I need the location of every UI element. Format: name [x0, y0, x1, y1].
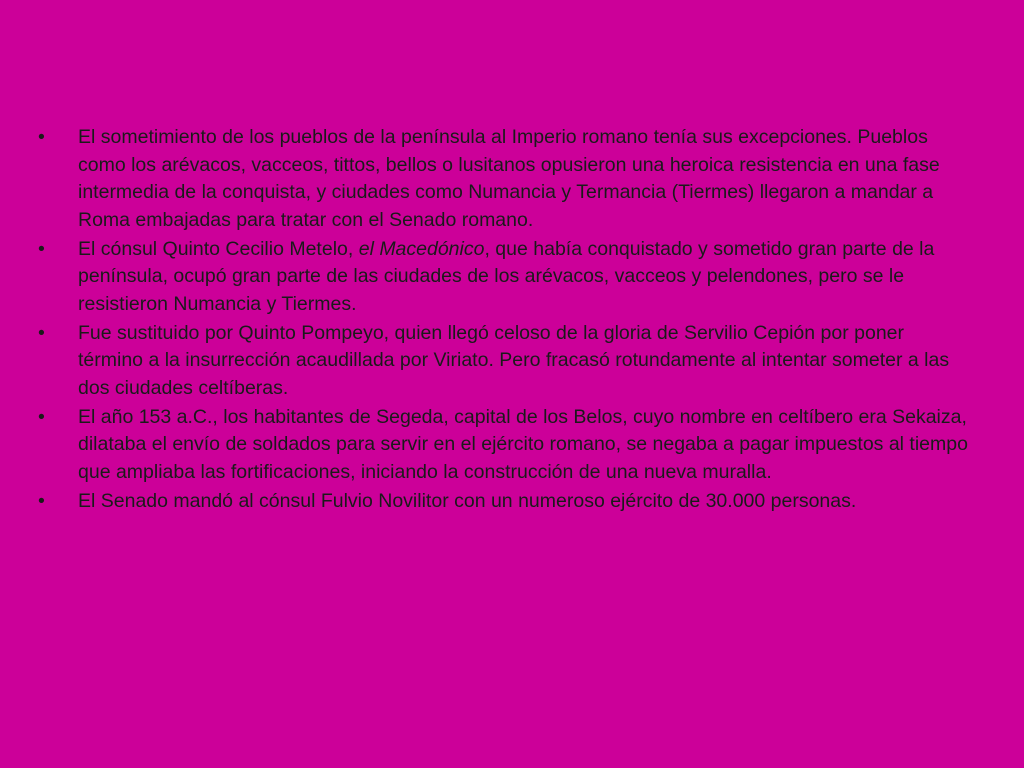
bullet-text: El año 153 a.C., los habitantes de Segeda, capital de los Belos, cuyo nombre en celtíbero era Sekaiza, dilataba el envío de soldados para servir en el ejército romano, se negaba a pagar impuestos al tiempo que ampliaba las fortificaciones, iniciando la construcción de una nueva muralla.: [78, 405, 968, 483]
bullet-icon: •: [38, 237, 45, 260]
bullet-icon: •: [38, 405, 45, 428]
bullet-icon: •: [38, 489, 45, 512]
bullet-item-3: [34, 320, 974, 403]
bullet-item-5: [34, 488, 974, 516]
bullet-text-before: El cónsul Quinto Cecilio Metelo,: [78, 237, 359, 260]
bullet-icon: •: [38, 321, 45, 344]
bullet-text: El Senado mandó al cónsul Fulvio Novilitor con un numeroso ejército de 30.000 personas.: [78, 489, 857, 512]
bullet-item-1: [34, 124, 974, 234]
bullet-text: Fue sustituido por Quinto Pompeyo, quien llegó celoso de la gloria de Servilio Cepión por poner término a la insurrección acaudillada por Viriato. Pero fracasó rotundamente al intentar someter a las dos ciudades celtíberas.: [78, 321, 950, 399]
bullet-list: [34, 124, 974, 515]
bullet-icon: •: [38, 126, 45, 148]
bullet-text-after: , que había conquistado y sometido gran parte de la península, ocupó gran parte de las ciudades de los arévacos, vacceos y pelendones, pero se le resistieron Numancia y Tiermes.: [78, 237, 935, 315]
bullet-item-2: [34, 236, 974, 319]
bullet-text: El sometimiento de los pueblos de la península al Imperio romano tenía sus excepciones. Pueblos como los arévacos, vacceos, tittos, bellos o lusitanos opusieron una heroica resistencia en una fase intermedia de la conquista, y ciudades como Numancia y Termancia (Tiermes) llegaron a mandar a Roma embajadas para tratar con el Senado romano.: [78, 126, 940, 231]
bullet-item-4: [34, 404, 974, 487]
bullet-text-italic: el Macedónico: [358, 237, 485, 260]
